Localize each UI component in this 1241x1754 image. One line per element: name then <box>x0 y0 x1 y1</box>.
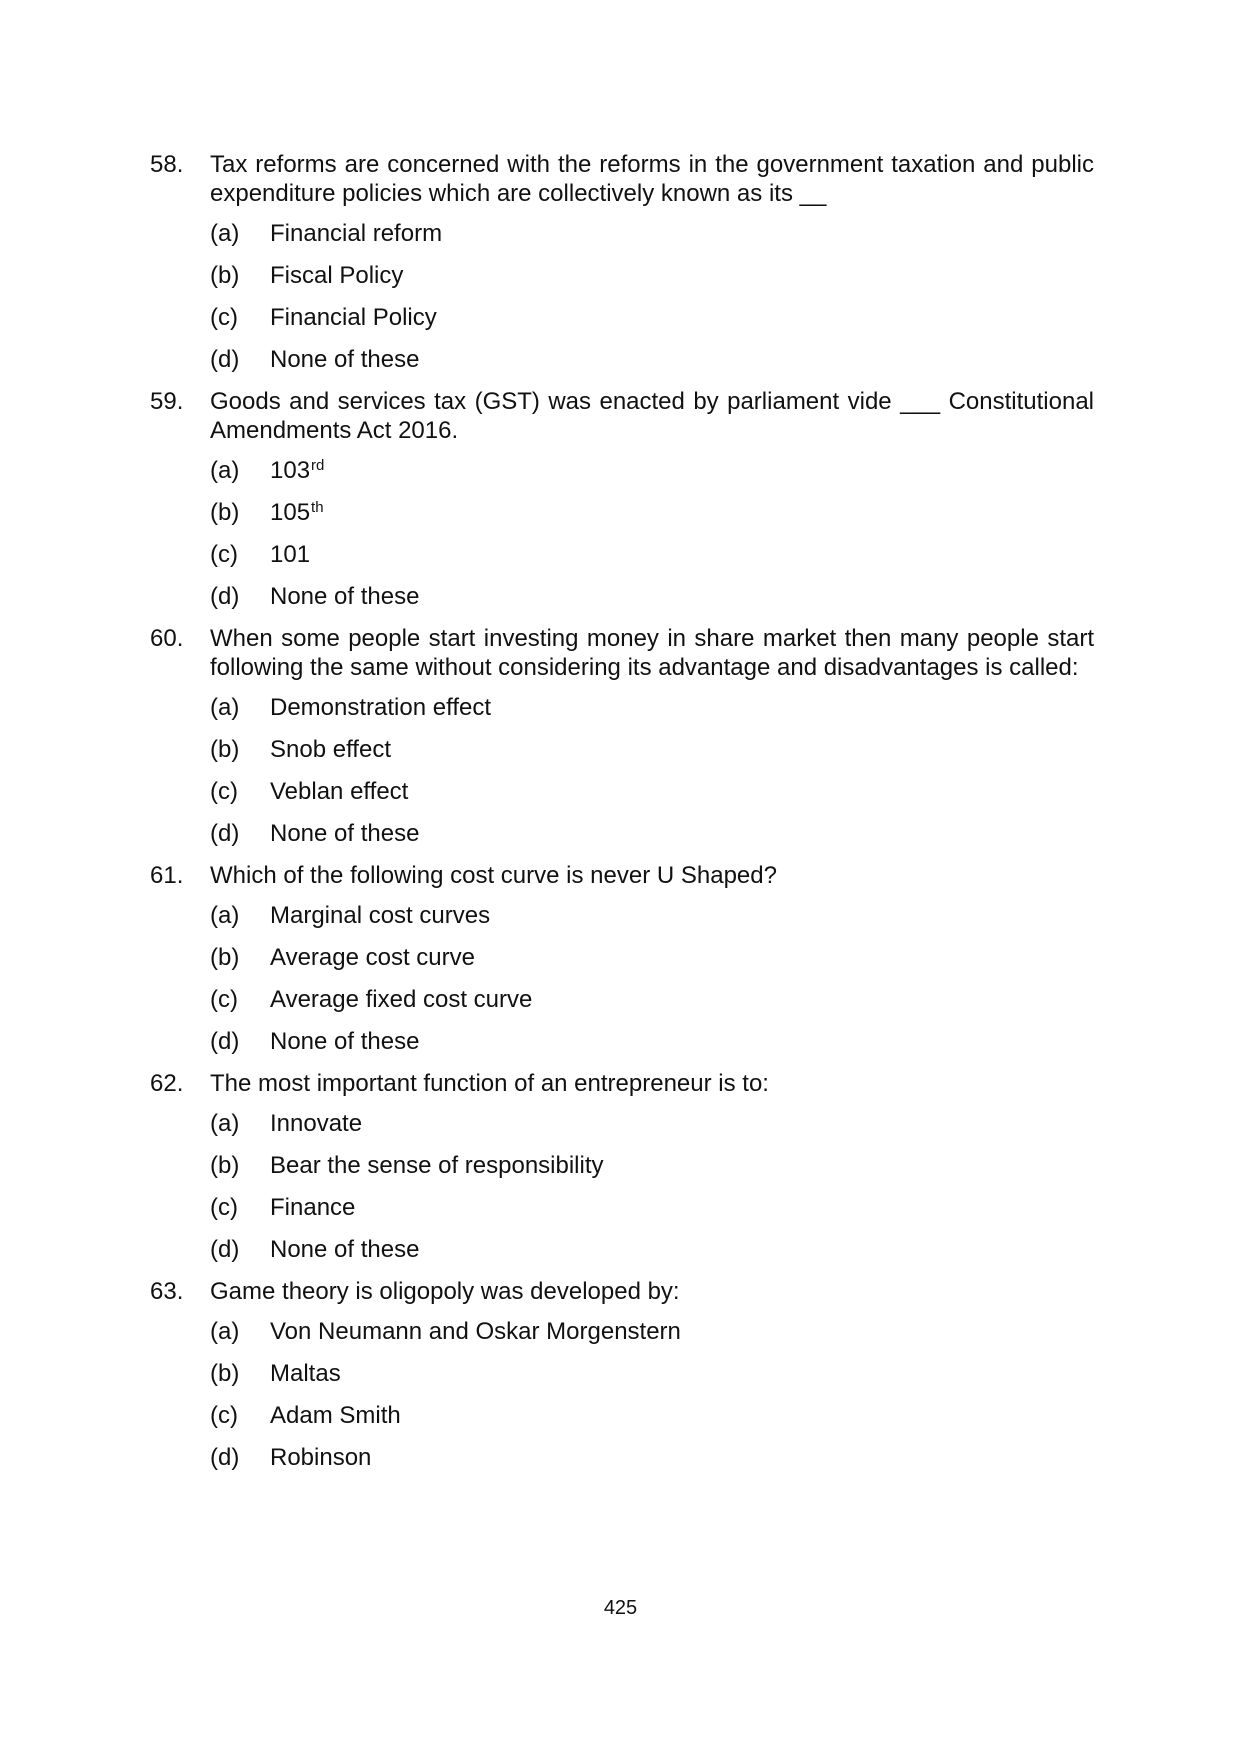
option-text-wrap <box>270 1402 401 1429</box>
answer-option <box>150 1401 1094 1443</box>
option-text-wrap <box>270 1444 371 1471</box>
question-number: 60. <box>150 625 184 652</box>
option-text: Veblan effect <box>270 778 409 805</box>
question-item <box>150 624 1094 861</box>
question-item <box>150 861 1094 1069</box>
question-stem <box>150 624 1094 682</box>
option-text: None of these <box>270 583 420 610</box>
option-label: (a) <box>210 1110 240 1137</box>
option-text: None of these <box>270 820 420 847</box>
answer-option <box>150 901 1094 943</box>
option-text-wrap <box>270 1318 681 1345</box>
answer-option <box>150 1317 1094 1359</box>
answer-option <box>150 498 1094 540</box>
option-label: (d) <box>210 1028 240 1055</box>
question-text: The most important function of an entrepreneur is to: <box>210 1070 769 1097</box>
question-text: When some people start investing money in share market then many people start following the same without considering its advantage and disadvantages is called: <box>210 625 1094 681</box>
option-text-wrap <box>270 820 419 847</box>
option-text-wrap <box>270 583 419 610</box>
option-text: None of these <box>270 346 420 373</box>
option-label: (d) <box>210 1236 240 1263</box>
option-text-wrap <box>270 499 324 526</box>
option-text-wrap <box>270 694 491 721</box>
option-label: (c) <box>210 541 238 568</box>
question-item <box>150 1277 1094 1485</box>
answer-option <box>150 303 1094 345</box>
option-text: Marginal cost curves <box>270 902 491 929</box>
option-label: (a) <box>210 220 240 247</box>
question-stem <box>150 150 1094 208</box>
option-label: (b) <box>210 262 240 289</box>
option-label: (b) <box>210 1360 240 1387</box>
option-label: (a) <box>210 902 240 929</box>
option-text: Von Neumann and Oskar Morgenstern <box>270 1318 681 1345</box>
answer-option <box>150 456 1094 498</box>
option-text-wrap <box>270 1028 419 1055</box>
answer-option <box>150 985 1094 1027</box>
option-text: 101 <box>270 541 311 568</box>
question-text: Tax reforms are concerned with the reforms in the government taxation and public expenditure policies which are collectively known as its __ <box>210 151 1094 207</box>
answer-option <box>150 1027 1094 1069</box>
option-label: (d) <box>210 1444 240 1471</box>
option-label: (b) <box>210 736 240 763</box>
question-stem <box>150 1069 1094 1098</box>
question-text: Game theory is oligopoly was developed by: <box>210 1278 680 1305</box>
option-text-wrap <box>270 902 490 929</box>
answer-option <box>150 582 1094 624</box>
option-label: (d) <box>210 583 240 610</box>
option-text: Financial Policy <box>270 304 437 331</box>
option-text-wrap <box>270 1360 341 1387</box>
option-text-wrap <box>270 1152 604 1179</box>
answer-option <box>150 943 1094 985</box>
question-stem <box>150 861 1094 890</box>
answer-option <box>150 1151 1094 1193</box>
question-number: 59. <box>150 388 184 415</box>
option-text: Finance <box>270 1194 356 1221</box>
option-text: 103 <box>270 457 311 484</box>
answer-option <box>150 1443 1094 1485</box>
question-item <box>150 150 1094 387</box>
question-list <box>150 150 1094 1485</box>
option-label: (b) <box>210 499 240 526</box>
question-number: 61. <box>150 862 184 889</box>
option-label: (b) <box>210 1152 240 1179</box>
answer-option <box>150 1193 1094 1235</box>
answer-option <box>150 735 1094 777</box>
question-item <box>150 387 1094 624</box>
option-label: (a) <box>210 1318 240 1345</box>
option-text-wrap <box>270 541 310 568</box>
option-text: Innovate <box>270 1110 363 1137</box>
option-superscript: th <box>311 499 324 516</box>
option-text-wrap <box>270 304 437 331</box>
option-text: Average fixed cost curve <box>270 986 533 1013</box>
option-text-wrap <box>270 778 408 805</box>
option-text: Adam Smith <box>270 1402 401 1429</box>
question-number: 62. <box>150 1070 184 1097</box>
option-text: Snob effect <box>270 736 391 763</box>
answer-option <box>150 1109 1094 1151</box>
answer-option <box>150 1359 1094 1401</box>
answer-option <box>150 219 1094 261</box>
option-label: (c) <box>210 778 238 805</box>
option-text-wrap <box>270 736 391 763</box>
answer-option <box>150 819 1094 861</box>
question-stem <box>150 1277 1094 1306</box>
option-text: Robinson <box>270 1444 372 1471</box>
option-label: (b) <box>210 944 240 971</box>
option-text: Bear the sense of responsibility <box>270 1152 604 1179</box>
option-text-wrap <box>270 1236 419 1263</box>
option-text: None of these <box>270 1028 420 1055</box>
option-text-wrap <box>270 346 419 373</box>
answer-option <box>150 777 1094 819</box>
option-label: (d) <box>210 346 240 373</box>
option-text: Fiscal Policy <box>270 262 404 289</box>
option-text-wrap <box>270 986 532 1013</box>
option-text-wrap <box>270 262 403 289</box>
answer-option <box>150 261 1094 303</box>
option-label: (d) <box>210 820 240 847</box>
question-text: Which of the following cost curve is never U Shaped? <box>210 862 777 889</box>
option-label: (c) <box>210 1402 238 1429</box>
option-text-wrap <box>270 1110 362 1137</box>
option-label: (c) <box>210 1194 238 1221</box>
option-text: 105 <box>270 499 311 526</box>
answer-option <box>150 345 1094 387</box>
option-text-wrap <box>270 220 442 247</box>
option-text-wrap <box>270 944 475 971</box>
option-text: Financial reform <box>270 220 443 247</box>
option-text: None of these <box>270 1236 420 1263</box>
option-text-wrap <box>270 457 324 484</box>
option-label: (c) <box>210 304 238 331</box>
option-text-wrap <box>270 1194 355 1221</box>
page-number: 425 <box>603 1597 638 1619</box>
question-item <box>150 1069 1094 1277</box>
option-text: Average cost curve <box>270 944 475 971</box>
option-text: Maltas <box>270 1360 341 1387</box>
option-superscript: rd <box>311 457 325 474</box>
question-number: 63. <box>150 1278 184 1305</box>
question-text: Goods and services tax (GST) was enacted by parliament vide ___ Constitutional Amendments Act 2016. <box>210 388 1094 444</box>
answer-option <box>150 693 1094 735</box>
option-label: (a) <box>210 457 240 484</box>
answer-option <box>150 540 1094 582</box>
option-label: (a) <box>210 694 240 721</box>
question-number: 58. <box>150 151 184 178</box>
answer-option <box>150 1235 1094 1277</box>
question-stem <box>150 387 1094 445</box>
option-text: Demonstration effect <box>270 694 492 721</box>
option-label: (c) <box>210 986 238 1013</box>
